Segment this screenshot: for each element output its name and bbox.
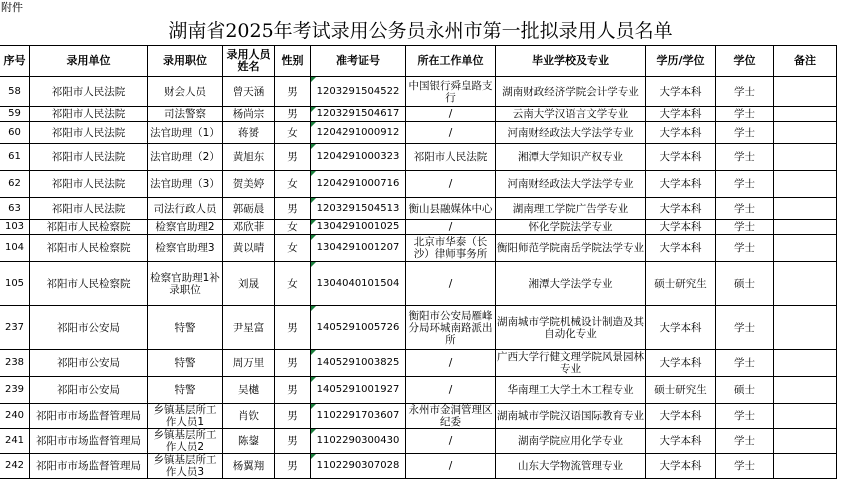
cell-name: 黄以晴 [223,235,275,262]
attachment-label: 附件 [1,1,23,14]
cell-seq: 105 [0,262,30,306]
cell-position: 乡镇基层所工作人员1 [148,404,223,429]
cell-position: 特警 [148,306,223,350]
table-row [0,107,837,122]
cell-school: 湖南财政经济学院会计学专业 [496,77,646,107]
cell-exam-id: 1204291000716 [311,171,406,198]
cell-education: 大学本科 [646,454,716,479]
cell-note [774,350,837,377]
cell-degree: 学士 [716,454,774,479]
cell-education: 大学本科 [646,198,716,220]
cell-note [774,404,837,429]
cell-education: 大学本科 [646,122,716,144]
cell-degree: 硕士 [716,377,774,404]
cell-gender: 女 [275,220,311,235]
cell-note [774,262,837,306]
cell-unit: 祁阳市人民法院 [30,144,148,171]
cell-seq: 63 [0,198,30,220]
cell-name: 黄旭东 [223,144,275,171]
cell-gender: 男 [275,306,311,350]
cell-note [774,122,837,144]
cell-workplace: / [406,107,496,122]
cell-note [774,107,837,122]
cell-workplace: / [406,171,496,198]
cell-note [774,171,837,198]
cell-school: 湖南理工学院广告学专业 [496,198,646,220]
cell-exam-id: 1102290307028 [311,454,406,479]
cell-degree: 学士 [716,404,774,429]
table-row [0,429,837,454]
cell-education: 硕士研究生 [646,262,716,306]
table-row [0,235,837,262]
table-row [0,377,837,404]
cell-note [774,220,837,235]
cell-exam-id: 1203291504522 [311,77,406,107]
cell-degree: 学士 [716,122,774,144]
cell-school: 湖南城市学院汉语国际教育专业 [496,404,646,429]
cell-workplace: / [406,122,496,144]
cell-school: 湘潭大学法学专业 [496,262,646,306]
cell-seq: 239 [0,377,30,404]
cell-name: 陈鋆 [223,429,275,454]
col-header-school: 毕业学校及专业 [496,46,646,77]
col-header-education: 学历/学位 [646,46,716,77]
table-row [0,77,837,107]
cell-position: 法官助理（2） [148,144,223,171]
cell-seq: 238 [0,350,30,377]
cell-gender: 男 [275,198,311,220]
cell-position: 法官助理（1） [148,122,223,144]
cell-degree: 学士 [716,77,774,107]
cell-note [774,454,837,479]
cell-degree: 学士 [716,107,774,122]
cell-note [774,306,837,350]
cell-school: 衡阳师范学院南岳学院法学专业 [496,235,646,262]
cell-degree: 学士 [716,306,774,350]
cell-unit: 祁阳市人民检察院 [30,235,148,262]
table-row [0,306,837,350]
cell-name: 郭砺晨 [223,198,275,220]
cell-seq: 103 [0,220,30,235]
header-row [0,46,837,77]
cell-unit: 祁阳市人民检察院 [30,220,148,235]
cell-position: 乡镇基层所工作人员2 [148,429,223,454]
cell-exam-id: 1204291000323 [311,144,406,171]
col-header-unit: 录用单位 [30,46,148,77]
col-header-exam-id: 准考证号 [311,46,406,77]
cell-exam-id: 1102290300430 [311,429,406,454]
cell-degree: 学士 [716,429,774,454]
page-title: 湖南省2025年考试录用公务员永州市第一批拟录用人员名单 [168,20,673,42]
cell-unit: 祁阳市公安局 [30,306,148,350]
cell-seq: 61 [0,144,30,171]
cell-gender: 男 [275,107,311,122]
cell-seq: 60 [0,122,30,144]
table-row [0,350,837,377]
cell-workplace: 永州市金洞管理区纪委 [406,404,496,429]
cell-degree: 学士 [716,350,774,377]
cell-education: 硕士研究生 [646,377,716,404]
cell-name: 尹星富 [223,306,275,350]
table-row [0,454,837,479]
cell-gender: 男 [275,144,311,171]
col-header-degree: 学位 [716,46,774,77]
cell-exam-id: 1102291703607 [311,404,406,429]
cell-education: 大学本科 [646,171,716,198]
cell-name: 杨尚宗 [223,107,275,122]
cell-unit: 祁阳市市场监督管理局 [30,404,148,429]
cell-exam-id: 1405291003825 [311,350,406,377]
cell-position: 特警 [148,350,223,377]
cell-gender: 男 [275,77,311,107]
cell-position: 司法警察 [148,107,223,122]
cell-education: 大学本科 [646,404,716,429]
cell-position: 检察官助理3 [148,235,223,262]
cell-workplace: 中国银行舜皇路支行 [406,77,496,107]
cell-gender: 女 [275,262,311,306]
cell-education: 大学本科 [646,144,716,171]
cell-gender: 女 [275,122,311,144]
cell-note [774,429,837,454]
cell-unit: 祁阳市人民法院 [30,122,148,144]
cell-name: 贺美婷 [223,171,275,198]
cell-degree: 硕士 [716,262,774,306]
cell-exam-id: 1405291005726 [311,306,406,350]
cell-exam-id: 1204291000912 [311,122,406,144]
cell-education: 大学本科 [646,77,716,107]
cell-school: 华南理工大学土木工程专业 [496,377,646,404]
cell-note [774,77,837,107]
cell-position: 检察官助理1补录职位 [148,262,223,306]
cell-degree: 学士 [716,198,774,220]
cell-education: 大学本科 [646,350,716,377]
cell-education: 大学本科 [646,107,716,122]
table-row [0,122,837,144]
cell-school: 湖南学院应用化学专业 [496,429,646,454]
cell-education: 大学本科 [646,235,716,262]
cell-name: 周万里 [223,350,275,377]
cell-unit: 祁阳市人民检察院 [30,262,148,306]
cell-workplace: / [406,262,496,306]
cell-unit: 祁阳市人民法院 [30,107,148,122]
cell-unit: 祁阳市市场监督管理局 [30,429,148,454]
cell-note [774,144,837,171]
cell-name: 吴樾 [223,377,275,404]
cell-workplace: / [406,429,496,454]
cell-exam-id: 1405291001927 [311,377,406,404]
cell-seq: 241 [0,429,30,454]
cell-position: 财会人员 [148,77,223,107]
cell-position: 司法行政人员 [148,198,223,220]
cell-exam-id: 1304291001207 [311,235,406,262]
cell-unit: 祁阳市人民法院 [30,171,148,198]
col-header-position: 录用职位 [148,46,223,77]
cell-note [774,235,837,262]
col-header-gender: 性别 [275,46,311,77]
cell-name: 肖钦 [223,404,275,429]
cell-name: 刘晟 [223,262,275,306]
cell-exam-id: 1203291504617 [311,107,406,122]
cell-exam-id: 1304040101504 [311,262,406,306]
table-row [0,144,837,171]
cell-position: 法官助理（3） [148,171,223,198]
cell-workplace: / [406,350,496,377]
cell-unit: 祁阳市公安局 [30,350,148,377]
roster-table [0,45,837,479]
cell-gender: 男 [275,404,311,429]
cell-school: 广西大学行健文理学院风景园林专业 [497,351,644,375]
cell-unit: 祁阳市人民法院 [30,198,148,220]
cell-exam-id: 1203291504513 [311,198,406,220]
cell-unit: 祁阳市市场监督管理局 [30,454,148,479]
cell-exam-id: 1304291001025 [311,220,406,235]
cell-workplace: / [406,220,496,235]
cell-degree: 学士 [716,144,774,171]
cell-workplace: 北京市华泰（长沙）律师事务所 [406,235,496,262]
col-header-note: 备注 [774,46,837,77]
cell-school: 怀化学院法学专业 [496,220,646,235]
cell-gender: 男 [275,454,311,479]
table-row [0,220,837,235]
cell-note [774,377,837,404]
table-row [0,404,837,429]
cell-name: 蒋赟 [223,122,275,144]
cell-note [774,198,837,220]
table-row [0,262,837,306]
cell-school: 云南大学汉语言文学专业 [496,107,646,122]
col-header-workplace: 所在工作单位 [406,46,496,77]
cell-gender: 男 [275,350,311,377]
cell-education: 大学本科 [646,220,716,235]
cell-gender: 男 [275,429,311,454]
cell-workplace: / [406,377,496,404]
cell-school: 河南财经政法大学法学专业 [496,171,646,198]
cell-school: 河南财经政法大学法学专业 [496,122,646,144]
cell-school: 湘潭大学知识产权专业 [496,144,646,171]
col-header-seq: 序号 [0,46,30,77]
cell-position: 乡镇基层所工作人员3 [148,454,223,479]
cell-seq: 242 [0,454,30,479]
cell-name: 杨翼翔 [223,454,275,479]
cell-education: 大学本科 [646,429,716,454]
cell-seq: 240 [0,404,30,429]
cell-position: 检察官助理2 [148,220,223,235]
cell-workplace: 祁阳市人民法院 [406,144,496,171]
cell-workplace: 衡阳市公安局雁峰分局环城南路派出所 [406,306,496,350]
cell-degree: 学士 [716,235,774,262]
table-row [0,198,837,220]
col-header-name: 录用人员姓名 [223,46,275,77]
table-row [0,171,837,198]
cell-workplace: / [406,454,496,479]
cell-position: 特警 [148,377,223,404]
cell-name: 邓欣菲 [223,220,275,235]
cell-gender: 男 [275,377,311,404]
cell-school: 湖南城市学院机械设计制造及其自动化专业 [496,306,646,350]
cell-seq: 237 [0,306,30,350]
cell-gender: 女 [275,235,311,262]
cell-workplace: 衡山县融媒体中心 [406,198,496,220]
cell-degree: 学士 [716,171,774,198]
cell-education: 大学本科 [646,306,716,350]
cell-unit: 祁阳市公安局 [30,377,148,404]
cell-seq: 59 [0,107,30,122]
cell-degree: 学士 [716,220,774,235]
cell-school: 山东大学物流管理专业 [496,454,646,479]
cell-seq: 58 [0,77,30,107]
cell-seq: 62 [0,171,30,198]
cell-unit: 祁阳市人民法院 [30,77,148,107]
cell-gender: 女 [275,171,311,198]
cell-name: 曾天涵 [223,77,275,107]
cell-seq: 104 [0,235,30,262]
